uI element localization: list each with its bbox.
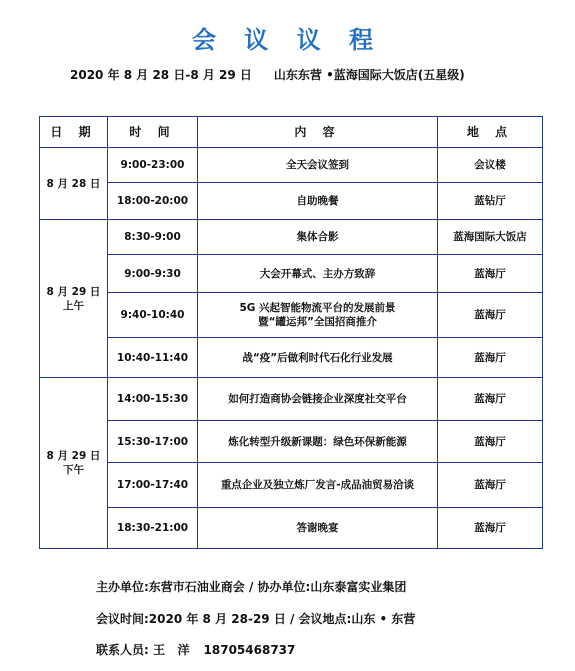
time-cell: 18:00-20:00 (108, 183, 198, 220)
content-cell: 自助晚餐 (198, 183, 438, 220)
table-row (40, 183, 543, 220)
place-cell: 蓝海厅 (438, 463, 543, 508)
event-venue: 山东东营 •蓝海国际大饭店(五星级) (273, 68, 465, 82)
time-cell: 9:40-10:40 (108, 293, 198, 338)
table-row (40, 421, 543, 463)
place-cell: 蓝海厅 (438, 338, 543, 378)
header-date: 日 期 (40, 117, 108, 148)
organizers-line: 主办单位:东营市石油业商会 / 协办单位:山东泰富实业集团 (96, 580, 407, 594)
event-subtitle (70, 66, 550, 83)
contact-person: 联系人员: 王 洋 (96, 643, 190, 657)
date-cell: 8 月 28 日 (40, 148, 108, 220)
content-cell: 如何打造商协会链接企业深度社交平台 (198, 378, 438, 421)
event-dates: 2020 年 8 月 28 日-8 月 29 日 (70, 68, 252, 82)
agenda-table (39, 116, 543, 549)
page-title: 会 议 议 程 (191, 26, 384, 54)
time-cell: 17:00-17:40 (108, 463, 198, 508)
content-cell: 重点企业及独立炼厂发言-成品油贸易洽谈 (198, 463, 438, 508)
place-cell: 蓝海厅 (438, 508, 543, 549)
place-cell: 蓝海厅 (438, 421, 543, 463)
place-cell: 蓝海厅 (438, 293, 543, 338)
table-header-row (40, 117, 543, 148)
contact-phone: 18705468737 (203, 643, 296, 657)
place-cell: 蓝钻厅 (438, 183, 543, 220)
table-row (40, 255, 543, 293)
time-cell: 15:30-17:00 (108, 421, 198, 463)
content-cell: 战“疫”后做利时代石化行业发展 (198, 338, 438, 378)
header-content: 内 容 (198, 117, 438, 148)
header-place: 地 点 (438, 117, 543, 148)
time-cell: 9:00-9:30 (108, 255, 198, 293)
time-cell: 14:00-15:30 (108, 378, 198, 421)
meeting-time-place-line: 会议时间:2020 年 8 月 28-29 日 / 会议地点:山东 • 东营 (96, 612, 416, 626)
date-cell: 8 月 29 日 上午 (40, 220, 108, 378)
place-cell: 蓝海厅 (438, 255, 543, 293)
place-cell: 会议楼 (438, 148, 543, 183)
time-cell: 8:30-9:00 (108, 220, 198, 255)
place-cell: 蓝海厅 (438, 378, 543, 421)
time-cell: 9:00-23:00 (108, 148, 198, 183)
content-cell: 集体合影 (198, 220, 438, 255)
content-cell: 5G 兴起智能物流平台的发展前景 暨“罐运邦”全国招商推介 (198, 293, 438, 338)
table-row (40, 463, 543, 508)
table-row (40, 148, 543, 183)
time-cell: 10:40-11:40 (108, 338, 198, 378)
contact-line (96, 641, 295, 658)
content-cell: 大会开幕式、主办方致辞 (198, 255, 438, 293)
place-cell: 蓝海国际大饭店 (438, 220, 543, 255)
table-row (40, 378, 543, 421)
content-cell: 炼化转型升级新课题：绿色环保新能源 (198, 421, 438, 463)
content-cell: 全天会议签到 (198, 148, 438, 183)
content-cell: 答谢晚宴 (198, 508, 438, 549)
table-row (40, 338, 543, 378)
table-row (40, 508, 543, 549)
table-row (40, 293, 543, 338)
header-time: 时 间 (108, 117, 198, 148)
date-cell: 8 月 29 日 下午 (40, 378, 108, 549)
table-row (40, 220, 543, 255)
time-cell: 18:30-21:00 (108, 508, 198, 549)
